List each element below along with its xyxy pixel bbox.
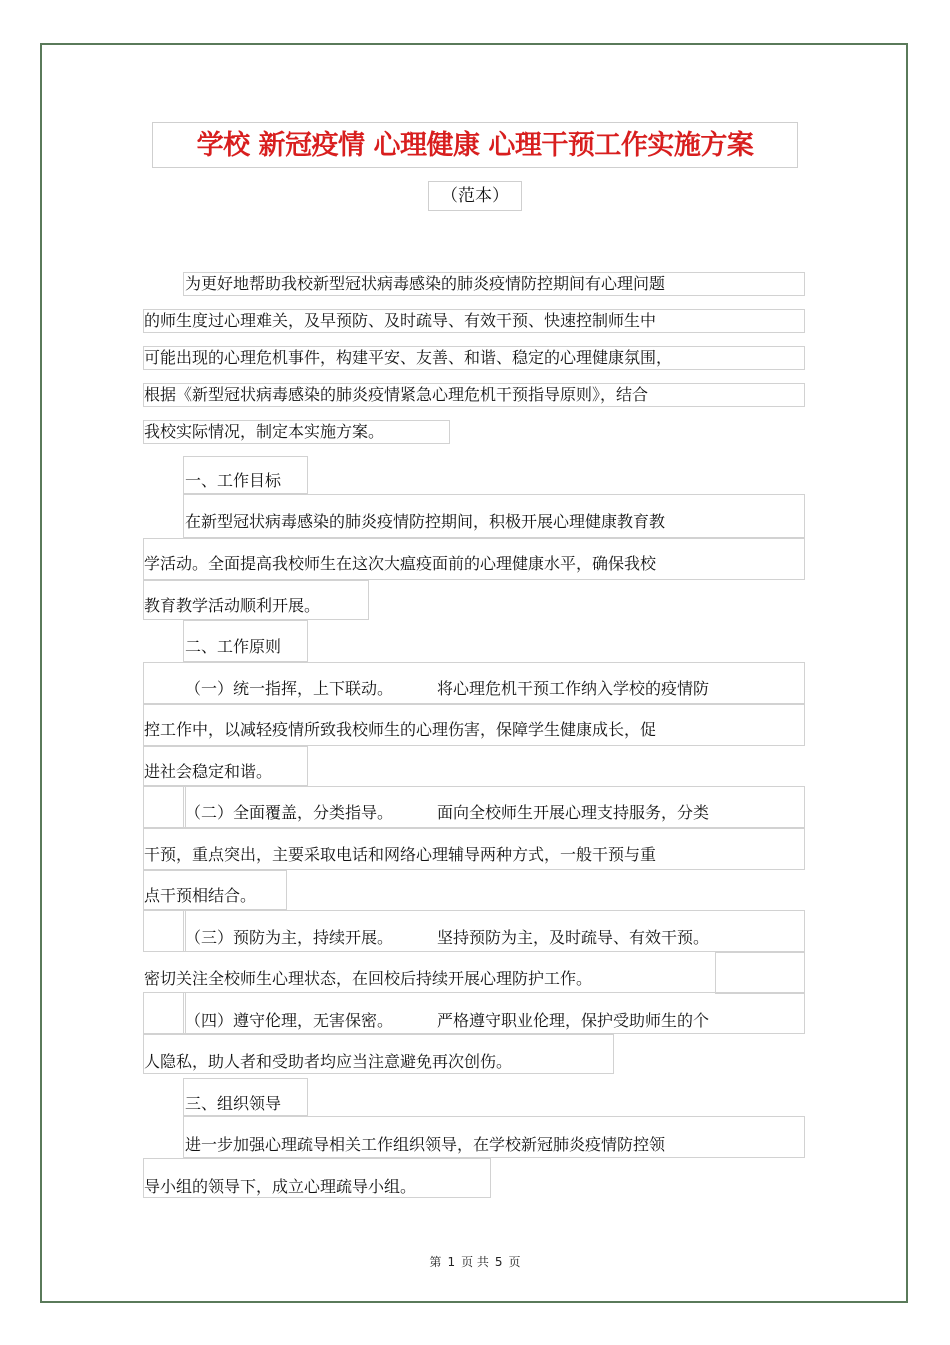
footer-prefix: 第: [429, 1255, 442, 1269]
intro-line: 根据《新型冠状病毒感染的肺炎疫情紧急心理危机干预指导原则》，结合: [144, 385, 649, 404]
document-subtitle: （范本）: [428, 181, 522, 211]
section-heading: 二、工作原则: [185, 637, 282, 656]
principle-line: [185, 928, 709, 948]
footer-mid: 页 共: [461, 1255, 489, 1269]
section-line: 进一步加强心理疏导相关工作组织领导，在学校新冠肺炎疫情防控领: [185, 1135, 666, 1154]
footer-suffix: 页: [508, 1255, 521, 1269]
principle-line: [185, 803, 709, 823]
text-outline: [143, 992, 186, 1034]
text-outline: [715, 952, 805, 994]
footer-page-number: 1: [447, 1255, 456, 1269]
principle-text: 将心理危机干预工作纳入学校的疫情防: [437, 679, 710, 698]
text-outline: [143, 786, 186, 828]
principle-line: 点干预相结合。: [144, 886, 257, 905]
principle-line: 密切关注全校师生心理状态，在回校后持续开展心理防护工作。: [144, 969, 593, 988]
section-line: 学活动。全面提高我校师生在这次大瘟疫面前的心理健康水平，确保我校: [144, 554, 657, 573]
section-line: 教育教学活动顺利开展。: [144, 596, 321, 615]
principle-lead: （二）全面覆盖，分类指导。: [185, 803, 394, 822]
principle-lead: （四）遵守伦理，无害保密。: [185, 1011, 394, 1030]
intro-line: 为更好地帮助我校新型冠状病毒感染的肺炎疫情防控期间有心理问题: [185, 274, 666, 293]
principle-text: 面向全校师生开展心理支持服务，分类: [437, 803, 710, 822]
principle-text: 严格遵守职业伦理，保护受助师生的个: [437, 1011, 710, 1030]
footer-total-pages: 5: [494, 1255, 503, 1269]
principle-line: 进社会稳定和谐。: [144, 762, 273, 781]
section-heading: 一、工作目标: [185, 471, 282, 490]
section-line: 导小组的领导下，成立心理疏导小组。: [144, 1177, 417, 1196]
text-outline: [143, 910, 186, 952]
principle-line: 控工作中，以减轻疫情所致我校师生的心理伤害，保障学生健康成长，促: [144, 720, 657, 739]
principle-line: [185, 1011, 709, 1031]
section-line: 在新型冠状病毒感染的肺炎疫情防控期间，积极开展心理健康教育教: [185, 512, 666, 531]
intro-line: 的师生度过心理难关，及早预防、及时疏导、有效干预、快速控制师生中: [144, 311, 657, 330]
intro-line: 可能出现的心理危机事件，构建平安、友善、和谐、稳定的心理健康氛围，: [144, 348, 673, 367]
principle-line: [185, 679, 709, 699]
principle-text: 坚持预防为主，及时疏导、有效干预。: [437, 928, 710, 947]
section-heading: 三、组织领导: [185, 1094, 282, 1113]
document-title: 学校 新冠疫情 心理健康 心理干预工作实施方案: [152, 122, 798, 168]
principle-lead: （一）统一指挥，上下联动。: [185, 679, 394, 698]
intro-line: 我校实际情况，制定本实施方案。: [144, 422, 385, 441]
principle-lead: （三）预防为主，持续开展。: [185, 928, 394, 947]
page-footer: [0, 1255, 950, 1269]
principle-line: 人隐私，助人者和受助者均应当注意避免再次创伤。: [144, 1052, 513, 1071]
principle-line: 干预，重点突出，主要采取电话和网络心理辅导两种方式，一般干预与重: [144, 845, 657, 864]
